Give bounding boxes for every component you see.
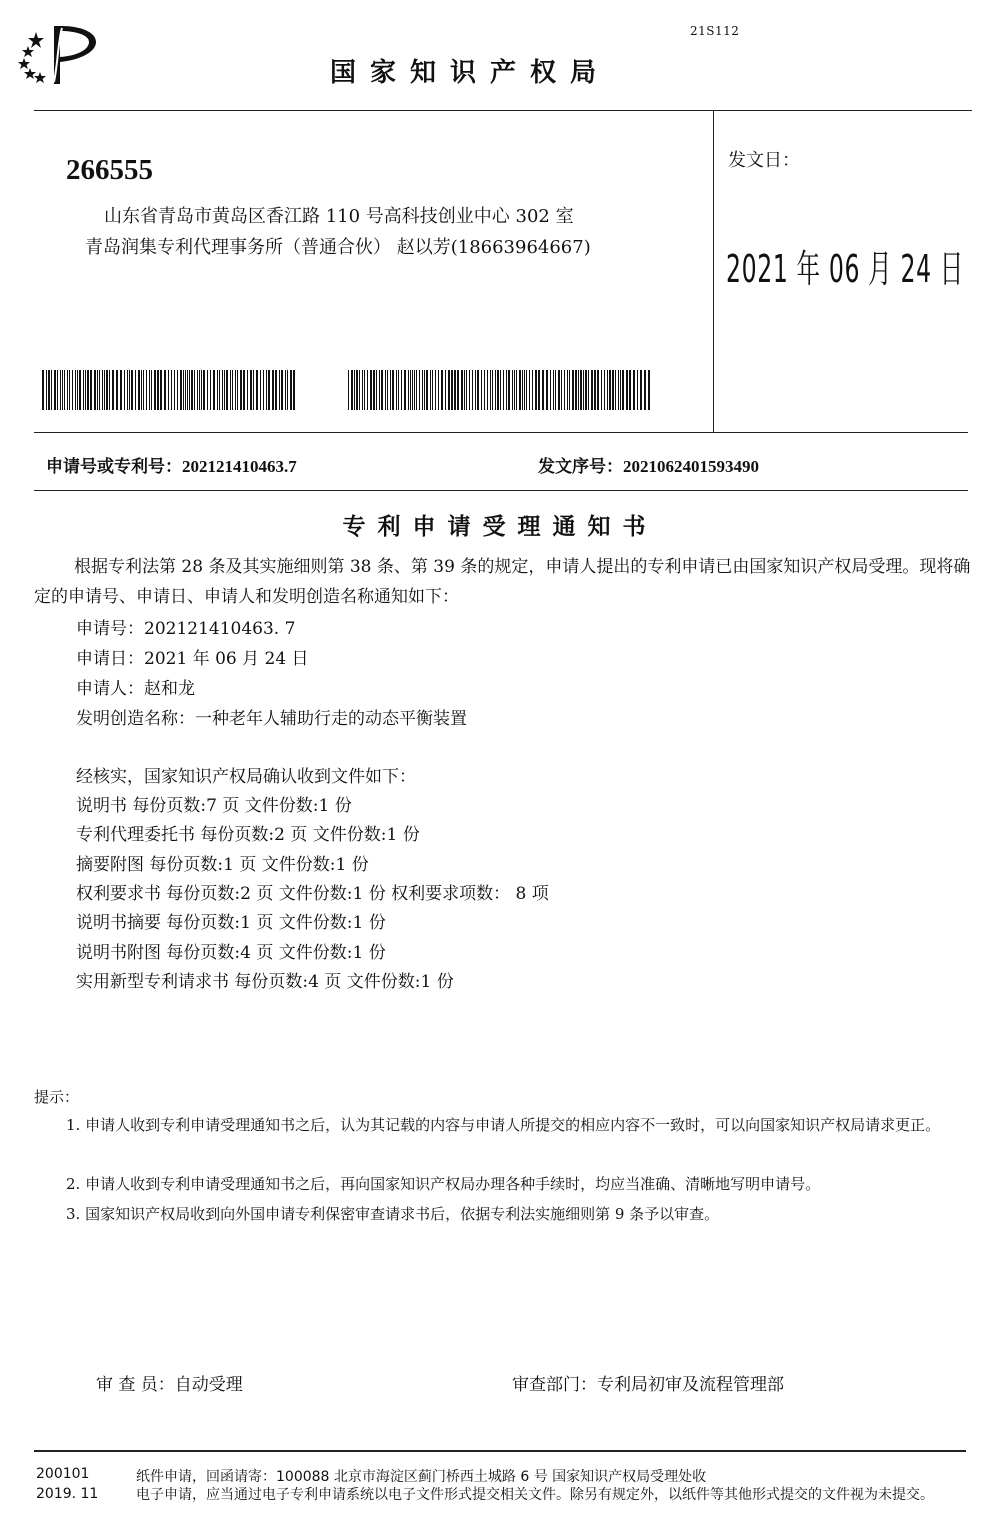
- barcode-bar: [578, 370, 579, 410]
- barcode-bar: [164, 370, 166, 410]
- barcode-bar: [555, 370, 556, 410]
- barcode-bar: [287, 370, 288, 410]
- barcode-bar: [69, 370, 70, 410]
- barcode-bar: [279, 370, 280, 410]
- barcode-bar: [106, 370, 108, 410]
- barcode-bar: [408, 370, 409, 410]
- barcode-bar: [240, 370, 242, 410]
- barcode-bar: [588, 370, 589, 410]
- barcode-bar: [457, 370, 459, 410]
- barcode-right: [348, 370, 654, 410]
- barcode-bar: [519, 370, 521, 410]
- footer-divider: [34, 1450, 966, 1452]
- barcode-bar: [293, 370, 295, 410]
- barcode-bar: [580, 370, 582, 410]
- issue-date-label: 发文日：: [728, 150, 800, 171]
- barcode-bar: [615, 370, 616, 410]
- cnipa-logo: [14, 22, 98, 88]
- recipient-agent: 青岛润集专利代理事务所（普通合伙） 赵以芳(18663964667): [85, 237, 591, 258]
- barcode-bar: [373, 370, 375, 410]
- form-number: 200101: [36, 1466, 90, 1482]
- barcode-bar: [217, 370, 218, 410]
- application-date-line: 申请日：2021 年 06 月 24 日: [76, 649, 309, 669]
- barcode-bar: [48, 370, 50, 410]
- barcode-bar: [514, 370, 515, 410]
- barcode-bar: [575, 370, 577, 410]
- barcode-bar: [174, 370, 175, 410]
- notice-title: 专利申请受理通知书: [342, 514, 658, 540]
- barcode-bar: [85, 370, 86, 410]
- barcode-bar: [448, 370, 450, 410]
- tips-label: 提示：: [34, 1088, 80, 1106]
- barcode-bar: [398, 370, 399, 410]
- barcode-bar: [441, 370, 443, 410]
- barcode-bar: [127, 370, 128, 410]
- barcode-bar: [64, 370, 65, 410]
- barcode-bar: [151, 370, 152, 410]
- tip-item: 3. 国家知识产权局收到向外国申请专利保密审查请求书后，依据专利法实施细则第 9 条予以审查。: [66, 1205, 720, 1223]
- barcode-bar: [426, 370, 428, 410]
- barcode-bar: [435, 370, 436, 410]
- barcode-bar: [626, 370, 628, 410]
- barcode-bar: [124, 370, 125, 410]
- barcode-bar: [250, 370, 252, 410]
- barcode-bar: [201, 370, 202, 410]
- barcode-bar: [500, 370, 501, 410]
- review-department: 审查部门：专利局初审及流程管理部: [512, 1375, 784, 1395]
- barcode-bar: [558, 370, 560, 410]
- barcode-bar: [46, 370, 47, 410]
- barcode-bar: [102, 370, 103, 410]
- file-item: 说明书 每份页数:7 页 文件份数:1 份: [76, 796, 352, 816]
- received-files-intro: 经核实，国家知识产权局确认收到文件如下：: [76, 767, 416, 787]
- barcode-bar: [42, 370, 44, 410]
- barcode-bar: [522, 370, 523, 410]
- barcode-bar: [526, 370, 527, 410]
- application-number-label: 申请号或专利号：: [46, 457, 182, 476]
- barcode-bar: [629, 370, 631, 410]
- barcode-bar: [609, 370, 611, 410]
- barcode-bar: [469, 370, 470, 410]
- barcode-bar: [120, 370, 122, 410]
- barcode-bar: [67, 370, 68, 410]
- barcode-bar: [219, 370, 220, 410]
- barcode-bar: [508, 370, 510, 410]
- form-code: 21S112: [690, 24, 740, 38]
- barcode-bar: [410, 370, 411, 410]
- barcode-bar: [149, 370, 150, 410]
- barcode-bar: [451, 370, 453, 410]
- barcode-bar: [237, 370, 238, 410]
- notice-intro: 根据专利法第 28 条及其实施细则第 38 条、第 39 条的规定，申请人提出的专利申请已由国家知识产权局受理。现将确定的申请号、申请日、申请人和发明创造名称通知如下：: [34, 557, 971, 607]
- barcode-bar: [243, 370, 245, 410]
- barcode-bar: [594, 370, 596, 410]
- file-item: 说明书摘要 每份页数:1 页 文件份数:1 份: [76, 913, 386, 933]
- barcode-bar: [464, 370, 465, 410]
- barcode-bar: [94, 370, 96, 410]
- barcode-bar: [354, 370, 355, 410]
- barcode-bar: [392, 370, 394, 410]
- barcode-bar: [414, 370, 415, 410]
- serial-number-value: 2021062401593490: [623, 457, 759, 476]
- barcode-bar: [275, 370, 277, 410]
- barcode-bar: [72, 370, 73, 410]
- barcode-bar: [362, 370, 363, 410]
- barcode-bar: [432, 370, 433, 410]
- barcode-bar: [222, 370, 223, 410]
- barcode-bar: [490, 370, 491, 410]
- barcode-bar: [516, 370, 517, 410]
- barcode-bar: [364, 370, 365, 410]
- barcode-bar: [385, 370, 386, 410]
- barcode-bar: [138, 370, 140, 410]
- barcode-bar: [116, 370, 118, 410]
- barcode-bar: [285, 370, 286, 410]
- reviewer: 审 查 员：自动受理: [96, 1375, 243, 1395]
- barcode-bar: [633, 370, 635, 410]
- recipient-address: 山东省青岛市黄岛区香江路 110 号高科技创业中心 302 室: [104, 206, 574, 227]
- barcode-bar: [612, 370, 614, 410]
- barcode-bar: [141, 370, 142, 410]
- barcode-bar: [438, 370, 439, 410]
- barcode-bar: [79, 370, 81, 410]
- barcode-bar: [466, 370, 467, 410]
- barcode-bar: [387, 370, 388, 410]
- barcode-bar: [492, 370, 493, 410]
- applicant-line: 申请人：赵和龙: [76, 679, 195, 699]
- barcode-bar: [484, 370, 485, 410]
- barcode-bar: [189, 370, 190, 410]
- barcode-bar: [495, 370, 496, 410]
- barcode-bar: [461, 370, 463, 410]
- barcode-bar: [416, 370, 417, 410]
- barcode-bar: [97, 370, 98, 410]
- barcode-bar: [99, 370, 100, 410]
- barcode-bar: [583, 370, 584, 410]
- barcode-bar: [168, 370, 169, 410]
- barcode-bar: [90, 370, 92, 410]
- barcode-bar: [359, 370, 360, 410]
- barcode-bar: [171, 370, 172, 410]
- barcode-bar: [376, 370, 377, 410]
- barcode-bar: [197, 370, 198, 410]
- barcode-bar: [487, 370, 488, 410]
- barcode-bar: [481, 370, 482, 410]
- agency-name: 国家知识产权局: [330, 58, 611, 88]
- barcode-bar: [75, 370, 76, 410]
- barcode-bar: [561, 370, 562, 410]
- barcode-bar: [381, 370, 383, 410]
- barcode-bar: [546, 370, 548, 410]
- barcode-bar: [472, 370, 473, 410]
- barcode-bar: [422, 370, 423, 410]
- barcode-bar: [412, 370, 413, 410]
- issue-date: 2021 年 06 月 24 日: [726, 247, 964, 291]
- barcode-bar: [572, 370, 574, 410]
- barcode-bar: [454, 370, 456, 410]
- barcode-bar: [351, 370, 353, 410]
- barcode-bar: [109, 370, 110, 410]
- barcode-bar: [77, 370, 78, 410]
- barcode-bar: [54, 370, 56, 410]
- barcode-bar: [104, 370, 105, 410]
- barcode-bar: [235, 370, 236, 410]
- barcode-bar: [529, 370, 530, 410]
- barcode-bar: [640, 370, 642, 410]
- numbers-divider: [34, 490, 968, 491]
- barcode-bar: [207, 370, 208, 410]
- barcode-bar: [131, 370, 133, 410]
- barcode-bar: [535, 370, 537, 410]
- invention-title-line: 发明创造名称：一种老年人辅助行走的动态平衡装置: [76, 709, 467, 729]
- barcode-bar: [648, 370, 650, 410]
- barcode-bar: [637, 370, 638, 410]
- barcode-bar: [524, 370, 525, 410]
- barcode-bar: [379, 370, 380, 410]
- barcode-bar: [356, 370, 358, 410]
- barcode-bar: [644, 370, 646, 410]
- barcode-bar: [57, 370, 58, 410]
- barcode-bar: [247, 370, 248, 410]
- barcode-bar: [191, 370, 193, 410]
- barcode-bar: [538, 370, 540, 410]
- barcode-bar: [185, 370, 186, 410]
- barcode-bar: [187, 370, 188, 410]
- barcode-left: [42, 370, 298, 410]
- barcode-bar: [112, 370, 114, 410]
- paper-submission-note: 纸件申请，回函请寄：100088 北京市海淀区蓟门桥西土城路 6 号 国家知识产权局受理处收: [136, 1469, 707, 1485]
- barcode-bar: [597, 370, 599, 410]
- barcode-bar: [348, 370, 349, 410]
- barcode-bar: [567, 370, 568, 410]
- barcode-bar: [60, 370, 61, 410]
- barcode-bar: [497, 370, 499, 410]
- barcode-bar: [87, 370, 89, 410]
- barcode-bar: [213, 370, 215, 410]
- file-item: 摘要附图 每份页数:1 页 文件份数:1 份: [76, 855, 369, 875]
- barcode-bar: [532, 370, 533, 410]
- barcode-bar: [367, 370, 368, 410]
- barcode-bar: [135, 370, 136, 410]
- file-item: 说明书附图 每份页数:4 页 文件份数:1 份: [76, 943, 386, 963]
- barcode-bar: [199, 370, 200, 410]
- tip-item: 2. 申请人收到专利申请受理通知书之后，再向国家知识产权局办理各种手续时，均应当准确、清晰地写明申请号。: [66, 1175, 821, 1193]
- barcode-bar: [506, 370, 507, 410]
- barcode-bar: [477, 370, 479, 410]
- barcode-bar: [553, 370, 554, 410]
- barcode-bar: [618, 370, 619, 410]
- barcode-bar: [370, 370, 372, 410]
- barcode-bar: [550, 370, 551, 410]
- barcode-bar: [607, 370, 608, 410]
- barcode-bar: [601, 370, 602, 410]
- barcode-bar: [83, 370, 84, 410]
- barcode-bar: [390, 370, 391, 410]
- address-block-divider: [713, 110, 714, 432]
- barcode-bar: [157, 370, 159, 410]
- barcode-bar: [604, 370, 605, 410]
- serial-number-label: 发文序号：: [538, 457, 623, 476]
- barcode-bar: [290, 370, 292, 410]
- application-number-row: [46, 452, 297, 477]
- application-number-line: 申请号：202121410463. 7: [76, 619, 296, 639]
- tip-item: 1. 申请人收到专利申请受理通知书之后，认为其记载的内容与申请人所提交的相应内容不一致时，可以向国家知识产权局请求更正。: [66, 1116, 941, 1134]
- file-item: 权利要求书 每份页数:2 页 文件份数:1 份 权利要求项数： 8 项: [76, 884, 549, 904]
- barcode-bar: [154, 370, 156, 410]
- file-item: 实用新型专利请求书 每份页数:4 页 文件份数:1 份: [76, 972, 454, 992]
- barcode-bar: [230, 370, 231, 410]
- barcode-bar: [445, 370, 446, 410]
- barcode-bar: [51, 370, 52, 410]
- barcode-bar: [256, 370, 258, 410]
- barcode-bar: [203, 370, 205, 410]
- barcode-bar: [143, 370, 144, 410]
- barcode-bar: [620, 370, 621, 410]
- file-item: 专利代理委托书 每份页数:2 页 文件份数:1 份: [76, 825, 420, 845]
- barcode-bar: [569, 370, 570, 410]
- barcode-bar: [512, 370, 513, 410]
- address-block-bottom: [34, 432, 968, 433]
- barcode-bar: [281, 370, 283, 410]
- serial-number-row: [538, 452, 759, 477]
- barcode-bar: [424, 370, 425, 410]
- barcode-bar: [591, 370, 593, 410]
- barcode-bar: [62, 370, 63, 410]
- barcode-bar: [180, 370, 182, 410]
- barcode-bar: [260, 370, 261, 410]
- barcode-bar: [268, 370, 270, 410]
- barcode-bar: [253, 370, 254, 410]
- barcode-bar: [430, 370, 431, 410]
- barcode-bar: [146, 370, 147, 410]
- barcode-bar: [419, 370, 420, 410]
- electronic-submission-note: 电子申请，应当通过电子专利申请系统以电子文件形式提交相关文件。除另有规定外，以纸件等其他形式提交的文件视为未提交。: [136, 1487, 934, 1503]
- barcode-bar: [129, 370, 130, 410]
- barcode-bar: [503, 370, 504, 410]
- application-number-value: 202121410463.7: [182, 457, 297, 476]
- barcode-bar: [183, 370, 184, 410]
- barcode-bar: [224, 370, 225, 410]
- barcode-bar: [232, 370, 233, 410]
- header-divider: [34, 110, 972, 111]
- barcode-bar: [194, 370, 195, 410]
- barcode-bar: [475, 370, 476, 410]
- barcode-bar: [160, 370, 162, 410]
- barcode-bar: [542, 370, 544, 410]
- barcode-bar: [564, 370, 565, 410]
- barcode-bar: [396, 370, 397, 410]
- form-version: 2019. 11: [36, 1486, 99, 1502]
- barcode-bar: [177, 370, 178, 410]
- barcode-bar: [404, 370, 406, 410]
- barcode-bar: [272, 370, 274, 410]
- barcode-bar: [263, 370, 264, 410]
- barcode-bar: [266, 370, 267, 410]
- barcode-bar: [210, 370, 211, 410]
- barcode-bar: [622, 370, 624, 410]
- barcode-bar: [585, 370, 587, 410]
- barcode-bar: [401, 370, 402, 410]
- barcode-bar: [226, 370, 228, 410]
- postcode: 266555: [66, 154, 153, 186]
